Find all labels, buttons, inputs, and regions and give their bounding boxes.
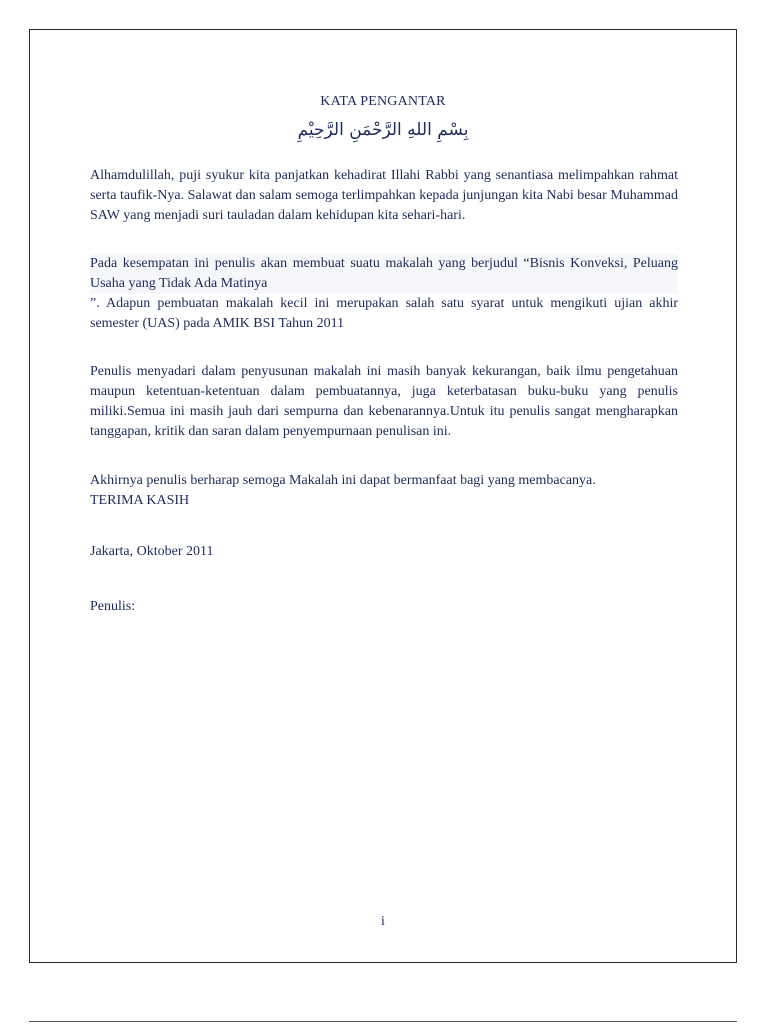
paragraph-purpose-line-2: ”. Adapun pembuatan makalah kecil ini merupakan salah satu syarat untuk mengikuti ujian akhir semester (UAS) pada AMIK BSI Tahun 2011 — [90, 296, 678, 331]
paragraph-opening: Alhamdulillah, puji syukur kita panjatkan kehadirat Illahi Rabbi yang senantiasa melimpahkan rahmat serta taufik-Nya. Salawat dan salam semoga terlimpahkan kepada junjungan kita Nabi besar Muhammad SAW yang menjadi suri tauladan dalam kehidupan kita sehari-hari. — [90, 168, 678, 223]
page-number: i — [381, 914, 385, 929]
page-title: KATA PENGANTAR — [320, 94, 446, 109]
document-page — [29, 29, 737, 963]
next-page-edge — [29, 1021, 737, 1022]
signature-label: Penulis: — [90, 599, 136, 614]
paragraph-closing-line: Akhirnya penulis berharap semoga Makalah ini dapat bermanfaat bagi yang membacanya. — [90, 473, 596, 488]
thanks-line: TERIMA KASIH — [90, 493, 190, 508]
paragraph-purpose-line-1: Pada kesempatan ini penulis akan membuat suatu makalah yang berjudul “Bisnis Konveksi, Peluang Usaha yang Tidak Ada Matinya — [90, 254, 678, 294]
place-date: Jakarta, Oktober 2011 — [90, 544, 214, 559]
paragraph-shortcomings: Penulis menyadari dalam penyusunan makalah ini masih banyak kekurangan, baik ilmu pengetahuan maupun ketentuan-ketentuan dalam pembuatannya, juga keterbatasan buku-buku yang penulis miliki.Semua ini masih jauh dari sempurna dan kebenarannya.Untuk itu penulis sangat mengharapkan tanggapan, kritik dan saran dalam penyempurnaan penulisan ini. — [90, 364, 678, 439]
paragraph-closing — [90, 471, 678, 511]
paragraph-purpose — [90, 254, 678, 334]
basmalah-text: بِسْمِ اللهِ الرَّحْمَنِ الرَّحِيْمِ — [297, 120, 469, 140]
